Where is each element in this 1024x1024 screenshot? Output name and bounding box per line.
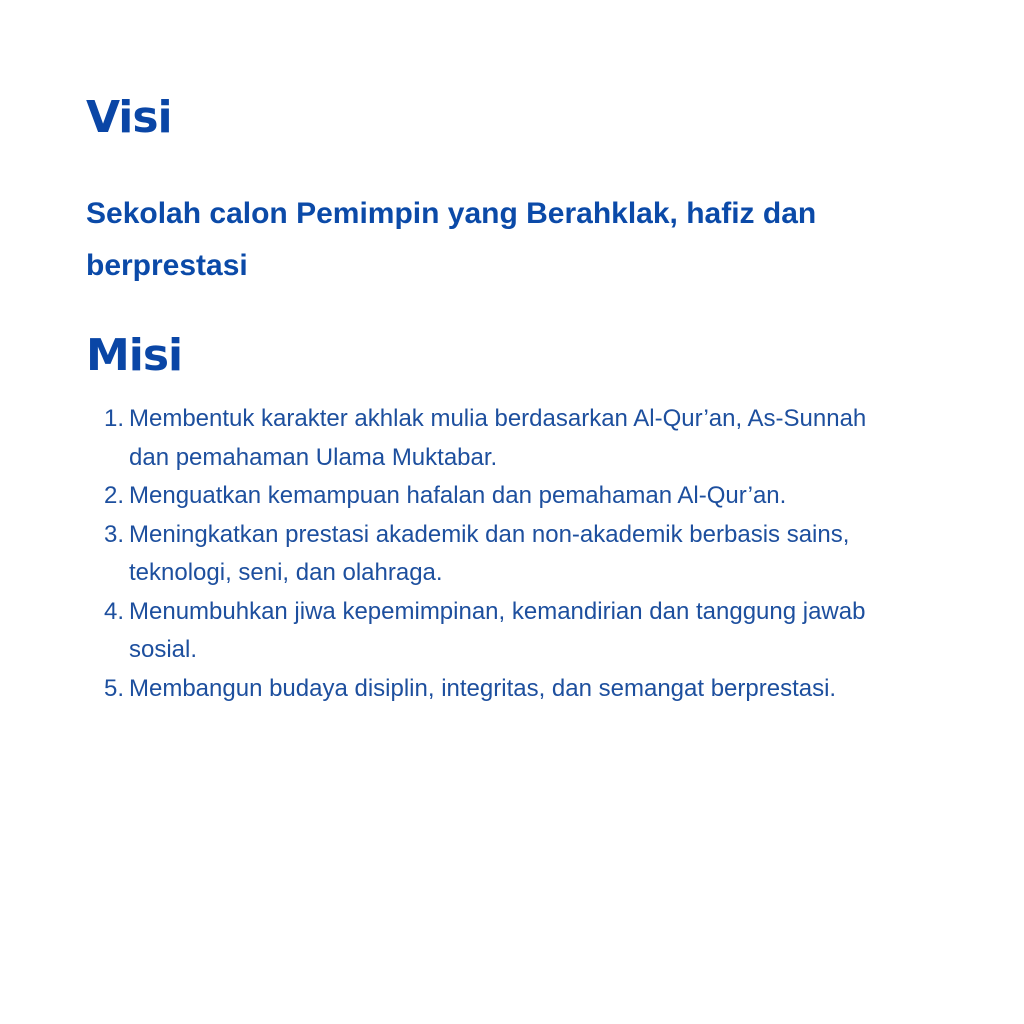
- item-number: 5.: [104, 674, 125, 702]
- item-text: Menumbuhkan jiwa kepemimpinan, kemandirian dan tanggung jawab sosial.: [129, 597, 866, 663]
- item-number: 1.: [104, 405, 125, 432]
- visi-statement: Sekolah calon Pemimpin yang Berahklak, hafiz dan berprestasi: [86, 197, 817, 282]
- item-text: Meningkatkan prestasi akademik dan non-akademik berbasis sains, teknologi, seni, dan olahraga.: [129, 520, 850, 586]
- item-number: 2.: [104, 482, 125, 509]
- list-item: [104, 400, 874, 477]
- misi-heading: Misi: [86, 330, 183, 381]
- item-text: Menguatkan kemampuan hafalan dan pemahaman Al-Qur’an.: [129, 482, 787, 509]
- list-item: [104, 593, 874, 670]
- item-text: Membentuk karakter akhlak mulia berdasarkan Al-Qur’an, As-Sunnah dan pemahaman Ulama Muktabar.: [129, 405, 867, 471]
- visi-heading: Visi: [86, 92, 172, 143]
- item-number: 4.: [104, 597, 125, 625]
- list-item: [104, 670, 874, 709]
- list-item: [104, 477, 874, 516]
- item-number: 3.: [104, 520, 125, 548]
- item-text: Membangun budaya disiplin, integritas, dan semangat berprestasi.: [129, 674, 837, 702]
- misi-list: [104, 400, 874, 708]
- list-item: [104, 516, 874, 593]
